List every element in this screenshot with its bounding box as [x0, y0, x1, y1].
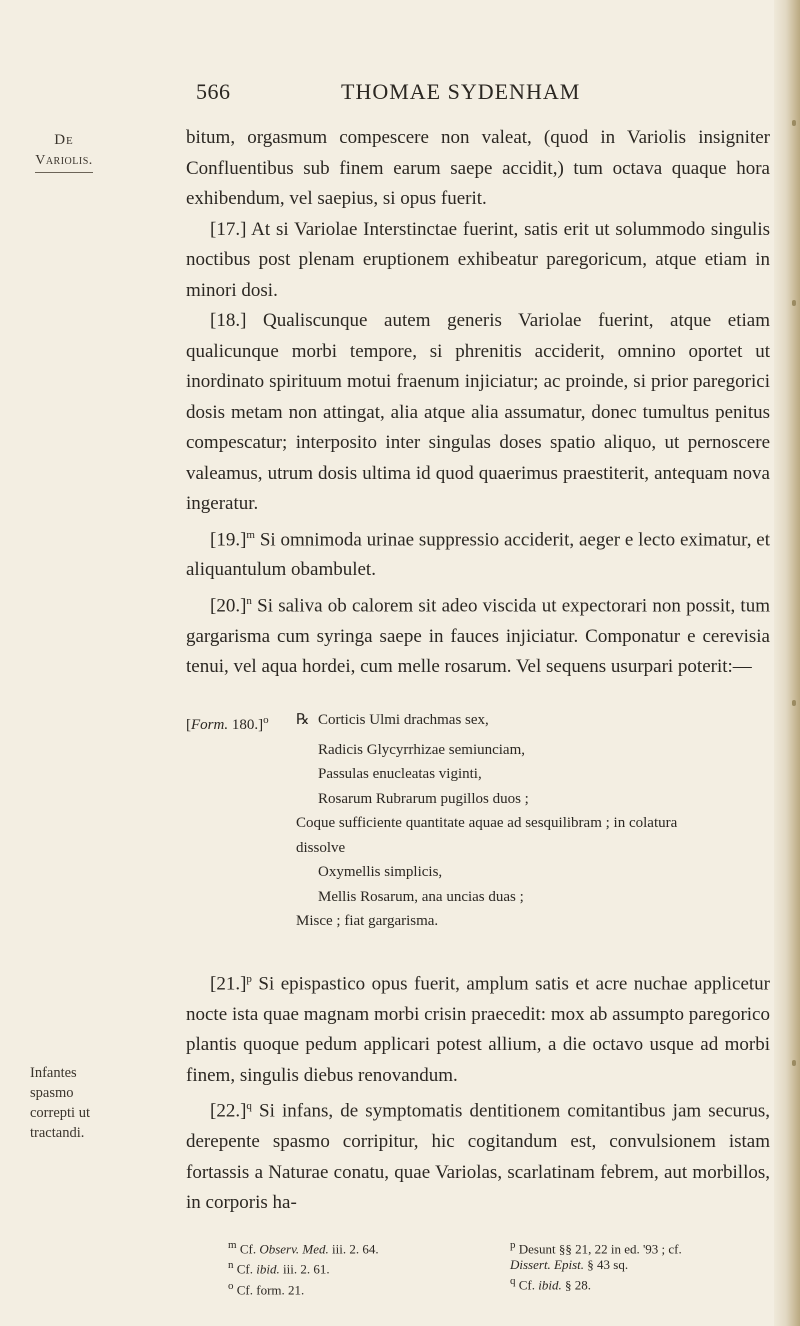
- footnote-n: [228, 1257, 486, 1277]
- recipe-ingredient: Oxymellis simplicis,: [318, 864, 443, 880]
- footnote-text: Cf. form. 21.: [236, 1281, 305, 1297]
- footnote-marker: o: [228, 1279, 234, 1292]
- footnote-marker: p: [246, 973, 252, 985]
- paragraph-22: [186, 1091, 770, 1218]
- margin-note-line: Infantes: [30, 1065, 77, 1081]
- page-header: [196, 79, 656, 109]
- footnote-marker: n: [246, 594, 252, 607]
- paragraph-text: Si saliva ob calorem sit adeo viscida ut expectorari non possit, tum gargarisma cum syringa saepe in fauces injiciatur. Componatur e cerevisia tenui, vel aqua hordei, cum melle rosarum. Vel sequens usurpari poterit:—: [186, 595, 770, 678]
- page-edge: [774, 0, 800, 1326]
- footnote-text: § 43 sq.: [587, 1257, 629, 1273]
- footnotes-right-column: [486, 1237, 768, 1298]
- page-number: 566: [196, 79, 231, 104]
- margin-note-infantes: [30, 1063, 100, 1143]
- recipe-instruction: dissolve: [296, 839, 346, 856]
- footnote-q: [510, 1273, 768, 1293]
- footnote-text: Cf.: [236, 1261, 253, 1277]
- recipe-instruction: Misce ; fiat gargarisma.: [296, 913, 439, 929]
- footnote-text: § 28.: [564, 1277, 591, 1293]
- binding-thread: [792, 1060, 796, 1066]
- recipe-ingredient: Passulas enucleatas viginti,: [318, 766, 482, 782]
- paragraph-text: Si epispastico opus fuerit, amplum satis et acre nuchae applicetur nocte ista quae magnam morbi crisin praecedit: mox ab assumpto paregorico plantis quoque pedum applicari potest allium, a die octavo usque ad morbi finem, singulis diebus renovandum.: [186, 973, 771, 1086]
- text-block-lower: [186, 964, 770, 1219]
- binding-thread: [792, 300, 796, 306]
- footnote-marker: p: [510, 1239, 516, 1251]
- footnote-marker: q: [246, 1100, 252, 1113]
- paragraph-text: Si infans, de symptomatis dentitionem comitantibus jam securus, derepente spasmo corripitur, hic cogitandum est, convulsionem istam fortassis a Naturae conatu, quae Variolas, scarlatinam febrem, aut morbillos, in corporis ha-: [186, 1100, 770, 1214]
- recipe-ingredient: Mellis Rosarum, ana uncias duas ;: [318, 888, 524, 905]
- recipe-ingredient: Rosarum Rubrarum pugillos duos ;: [318, 790, 529, 807]
- paragraph-21: [186, 964, 770, 1091]
- margin-note-de-variolis: [32, 130, 96, 173]
- recipe-line: [186, 708, 770, 738]
- text-block-upper: [186, 123, 770, 683]
- footnote-title: Observ. Med.: [259, 1241, 329, 1257]
- paragraph-number: [22.]: [210, 1100, 247, 1122]
- recipe-block: [186, 708, 770, 934]
- footnote-title: ibid.: [256, 1261, 280, 1277]
- margin-note-variolis: Variolis.: [35, 151, 93, 173]
- recipe-instruction: Coque sufficiente quantitate aquae ad sesquilibram ; in colatura: [296, 815, 678, 831]
- footnote-text: Desunt §§ 21, 22 in ed. '93 ; cf.: [518, 1241, 682, 1257]
- footnotes: [228, 1237, 768, 1298]
- footnote-text: iii. 2. 64.: [332, 1241, 379, 1257]
- margin-note-line: spasmo: [30, 1085, 74, 1101]
- footnote-title: ibid.: [538, 1277, 562, 1293]
- rx-icon: ℞: [296, 712, 310, 728]
- footnote-m: [228, 1237, 486, 1257]
- footnotes-left-column: [228, 1237, 486, 1298]
- paragraph-19: [186, 520, 770, 586]
- paragraph-text: Si omnimoda urinae suppressio acciderit, aeger e lecto eximatur, et aliquantulum obambulet.: [186, 528, 771, 581]
- footnote-marker: o: [263, 714, 269, 726]
- recipe-ingredient: Radicis Glycyrrhizae semiunciam,: [318, 741, 526, 758]
- footnote-text: Cf.: [518, 1277, 535, 1293]
- footnote-o: [228, 1278, 486, 1298]
- footnote-title: Dissert. Epist.: [510, 1257, 585, 1273]
- paragraph-number: [19.]: [210, 528, 247, 550]
- margin-note-de: De: [54, 132, 74, 148]
- paragraph-20: [186, 586, 770, 683]
- paragraph-number: [20.]: [210, 595, 247, 617]
- form-label: Form.: [191, 717, 229, 733]
- footnote-marker: n: [228, 1259, 234, 1272]
- form-number: 180.]: [231, 717, 264, 733]
- paragraph-17: [17.] At si Variolae Interstinctae fuerint, satis erit ut solummodo singulis noctibus post plenam eruptionem exhibeatur paregoricum, atque etiam in minori dosi.: [186, 218, 770, 301]
- margin-note-line: tractandi.: [30, 1125, 85, 1141]
- binding-thread: [792, 120, 796, 126]
- margin-note-line: correpti ut: [30, 1105, 90, 1121]
- footnote-marker: m: [228, 1239, 237, 1251]
- paragraph-number: [21.]: [210, 973, 247, 995]
- footnote-text: iii. 2. 61.: [282, 1261, 330, 1277]
- binding-thread: [792, 700, 796, 706]
- footnote-marker: m: [246, 528, 255, 541]
- form-reference: [Form. 180.]$^o$: [186, 714, 269, 733]
- footnote-p: [510, 1237, 768, 1257]
- paragraph-18: [18.] Qualiscunque autem generis Variolae fuerint, atque etiam qualicunque morbi tempore, si phrenitis acciderit, omnino oportet ut inordinato spirituum motui fraenum injiciatur; ac proinde, si prior paregorici dosis metam non attingat, alia atque alia assumatur, donec tumultus penitus compescatur; interposito inter singulas doses spatio aliquo, ut pernoscere valeamus, utrum dosis ultima id quod quaerimus praestiterit, antequam nova ingeratur.: [186, 310, 770, 514]
- footnote-text: Cf.: [239, 1241, 257, 1257]
- paragraph-continued: bitum, orgasmum compescere non valeat, (quod in Variolis insigniter Confluentibus sub finem earum saepe accidit,) tum octava quaque hora exhibendum, vel saepius, si opus fuerit.: [186, 127, 770, 209]
- footnote-marker: q: [510, 1275, 516, 1288]
- running-title: THOMAE SYDENHAM: [341, 79, 581, 104]
- footnote-p-cont: [510, 1257, 768, 1273]
- recipe-ingredient: Corticis Ulmi drachmas sex,: [318, 712, 489, 728]
